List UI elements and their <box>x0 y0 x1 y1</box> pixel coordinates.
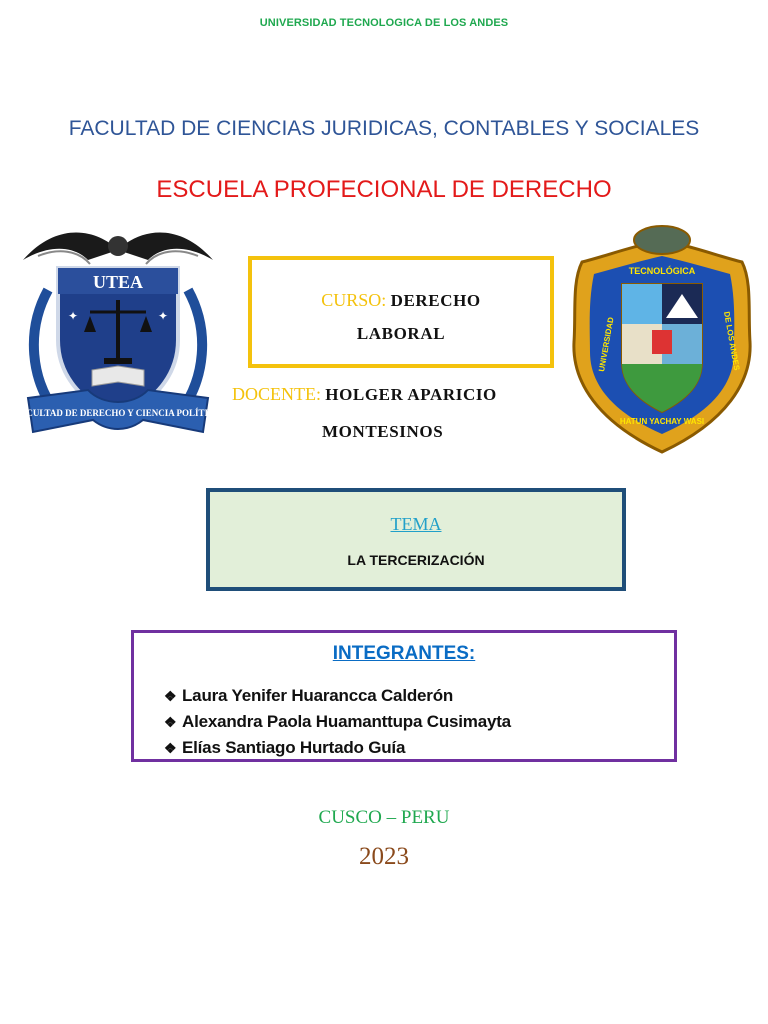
members-title: INTEGRANTES: <box>332 643 476 664</box>
list-item <box>164 709 511 735</box>
topic-box <box>206 488 626 591</box>
diamond-bullet-icon: ❖ <box>164 740 177 756</box>
member-name: Alexandra Paola Huamanttupa Cusimayta <box>182 712 511 731</box>
faculty-crest-logo <box>18 220 218 442</box>
course-value-line-1: DERECHO <box>390 291 481 310</box>
course-value-line-2: LABORAL <box>356 324 446 343</box>
coat-text-left: UNIVERSIDAD <box>597 316 616 373</box>
members-box <box>131 630 677 762</box>
member-name: Laura Yenifer Huarancca Calderón <box>182 686 454 705</box>
list-item <box>164 735 511 761</box>
faculty-title: FACULTAD DE CIENCIAS JURIDICAS, CONTABLES Y SOCIALES <box>68 117 700 140</box>
location-text: CUSCO – PERU <box>318 807 450 828</box>
university-coat-of-arms-logo <box>568 222 756 458</box>
coat-text-top: TECNOLÓGICA <box>628 266 696 276</box>
teacher-line-2 <box>322 422 443 442</box>
diamond-bullet-icon: ❖ <box>164 714 177 730</box>
year-text: 2023 <box>359 843 409 870</box>
course-label: CURSO: <box>321 290 387 310</box>
crest-acronym: UTEA <box>92 272 144 292</box>
topic-value: LA TERCERIZACIÓN <box>347 552 485 568</box>
course-box <box>248 256 554 368</box>
svg-text:✦: ✦ <box>158 309 169 323</box>
members-list <box>164 683 511 761</box>
topic-label: TEMA <box>390 514 442 534</box>
list-item <box>164 683 511 709</box>
teacher-label: DOCENTE: <box>232 384 321 404</box>
course-line-1 <box>252 290 550 311</box>
coat-text-right: DE LOS ANDES <box>722 310 742 372</box>
diamond-bullet-icon: ❖ <box>164 688 177 704</box>
crest-ribbon-text: FACULTAD DE DERECHO Y CIENCIA POLÍTICA <box>18 408 218 418</box>
member-name: Elías Santiago Hurtado Guía <box>182 738 406 757</box>
coat-text-bottom: HATUN YACHAY WASI <box>619 417 705 426</box>
teacher-line-1 <box>232 384 497 405</box>
course-line-2 <box>252 324 550 344</box>
university-name: UNIVERSIDAD TECNOLOGICA DE LOS ANDES <box>259 17 509 29</box>
school-title: ESCUELA PROFECIONAL DE DERECHO <box>156 176 612 203</box>
teacher-value-line-2: MONTESINOS <box>322 422 444 441</box>
svg-text:✦: ✦ <box>68 309 79 323</box>
teacher-value-line-1: HOLGER APARICIO <box>325 385 497 404</box>
